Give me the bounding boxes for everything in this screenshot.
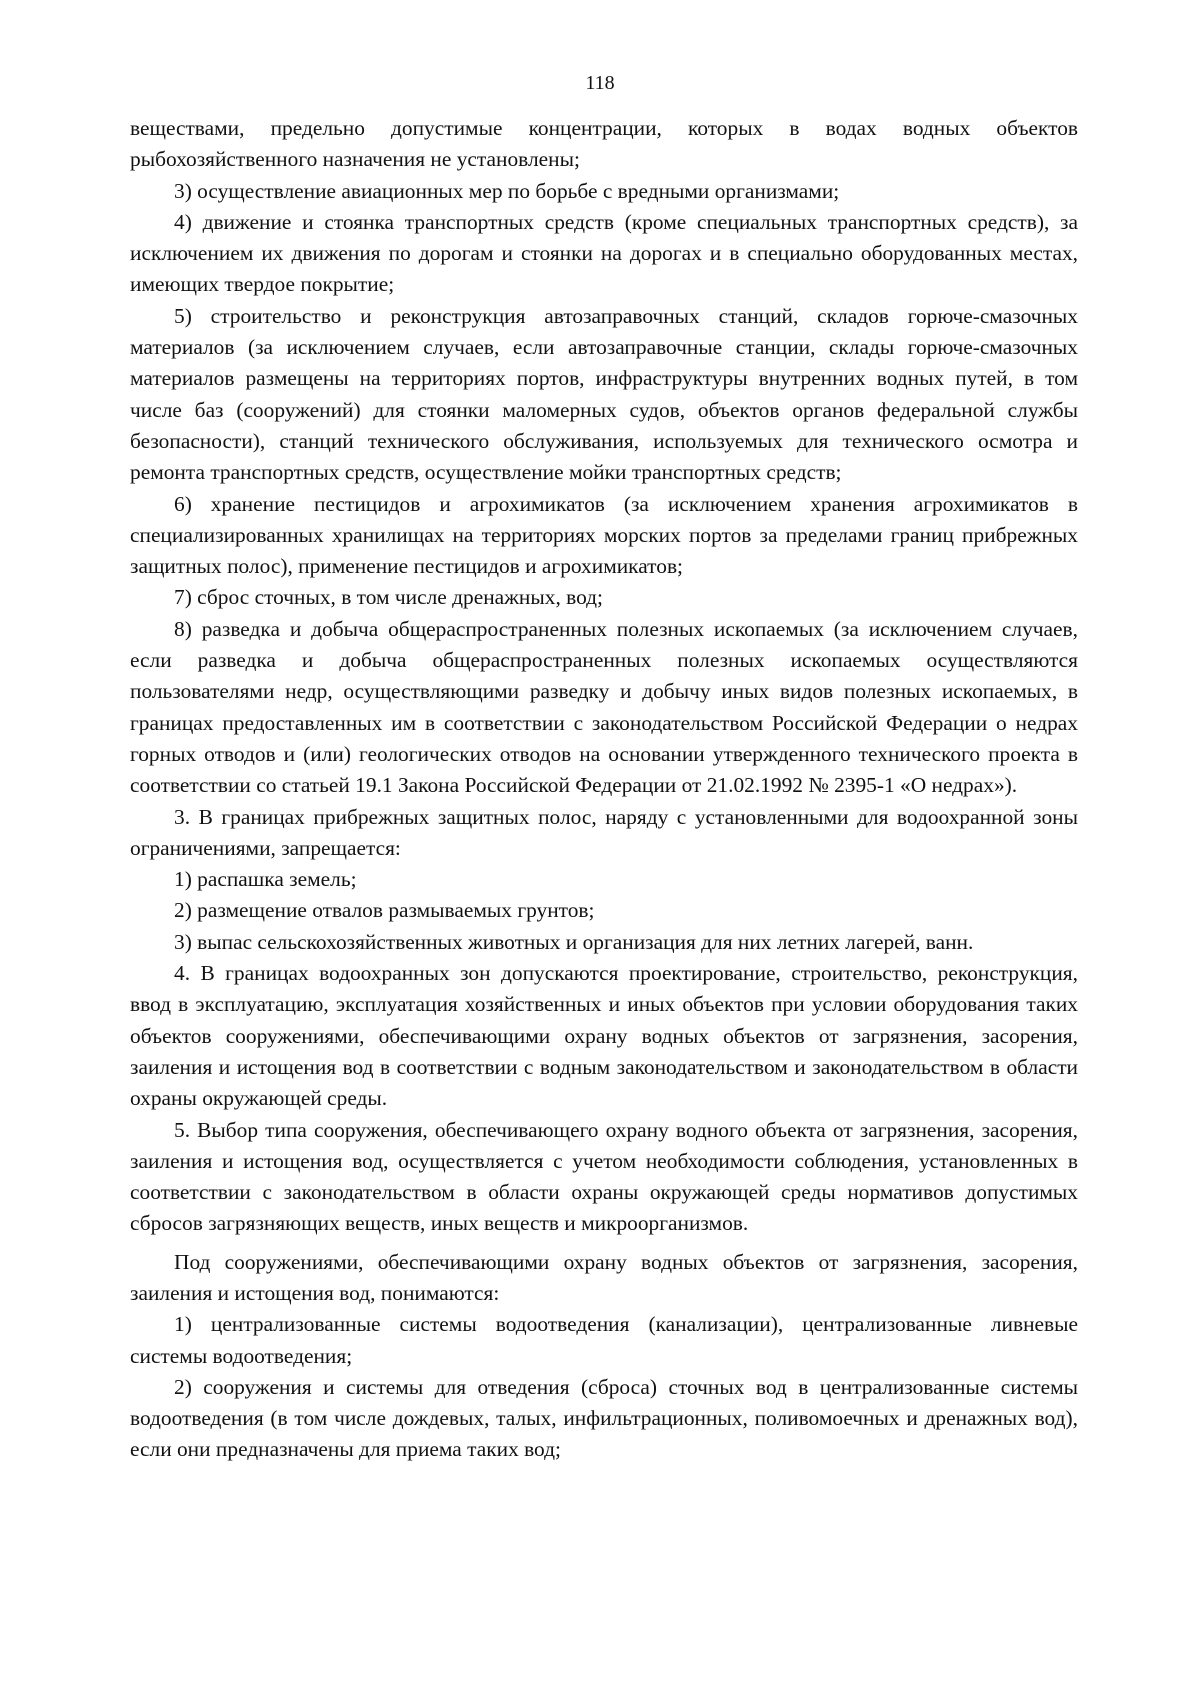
- paragraph-section-3-item-2: 2) размещение отвалов размываемых грунтов;: [174, 898, 595, 923]
- paragraph-item-7-wastewater: 7) сброс сточных, в том числе дренажных, вод;: [174, 585, 604, 610]
- paragraph-structures-item-2: 2) сооружения и системы для отведения (сброса) сточных вод в централизованные системы водоотведения (в том числе дождевых, талых, инфильтрационных, поливомоечных и дренажных вод), если они предназначены для приема таких вод;: [130, 1374, 1078, 1462]
- paragraph-item-3-aviation: 3) осуществление авиационных мер по борьбе с вредными организмами;: [174, 178, 840, 203]
- paragraph-section-5: 5. Выбор типа сооружения, обеспечивающего охрану водного объекта от загрязнения, засорения, заиления и истощения вод, осуществляется с учетом необходимости соблюдения, установленных в соответствии с законодательством в области охраны окружающей среды нормативов допустимых сбросов загрязняющих веществ, иных веществ и микроорганизмов.: [130, 1117, 1078, 1236]
- document-body: [130, 113, 1078, 1466]
- paragraph-section-3-item-3: 3) выпас сельскохозяйственных животных и организация для них летних лагерей, ванн.: [174, 929, 974, 954]
- paragraph-item-8-mining: 8) разведка и добыча общераспространенных полезных ископаемых (за исключением случаев, если разведка и добыча общераспространенных полезных ископаемых осуществляются пользователями недр, осуществляющими разведку и добычу иных видов полезных ископаемых, в границах предоставленных им в соответствии с законодательством Российской Федерации о недрах горных отводов и (или) геологических отводов на основании утвержденного технического проекта в соответствии со статьей 19.1 Закона Российской Федерации от 21.02.1992 № 2395-1 «О недрах»).: [130, 616, 1078, 798]
- paragraph-section-4: 4. В границах водоохранных зон допускаются проектирование, строительство, реконструкция, ввод в эксплуатацию, эксплуатация хозяйственных и иных объектов при условии оборудования таких объектов сооружениями, обеспечивающими охрану водных объектов от загрязнения, засорения, заиления и истощения вод в соответствии с водным законодательством и законодательством в области охраны окружающей среды.: [130, 961, 1078, 1111]
- paragraph-item-6-pesticides: 6) хранение пестицидов и агрохимикатов (за исключением хранения агрохимикатов в специализированных хранилищах на территориях морских портов за пределами границ прибрежных защитных полос), применение пестицидов и агрохимикатов;: [130, 491, 1078, 579]
- paragraph-section-3: 3. В границах прибрежных защитных полос, наряду с установленными для водоохранной зоны ограничениями, запрещается:: [130, 804, 1078, 860]
- paragraph-continuation: веществами, предельно допустимые концентрации, которых в водах водных объектов рыбохозяйственного назначения не установлены;: [130, 116, 1078, 172]
- paragraph-section-3-item-1: 1) распашка земель;: [174, 867, 357, 892]
- paragraph-item-4-vehicles: 4) движение и стоянка транспортных средств (кроме специальных транспортных средств), за исключением их движения по дорогам и стоянки на дорогах и в специально оборудованных местах, имеющих твердое покрытие;: [130, 209, 1078, 297]
- paragraph-item-5-gas-stations: 5) строительство и реконструкция автозаправочных станций, складов горюче-смазочных материалов (за исключением случаев, если автозаправочные станции, склады горюче-смазочных материалов размещены на территориях портов, инфраструктуры внутренних водных путей, в том числе баз (сооружений) для стоянки маломерных судов, объектов органов федеральной службы безопасности), станций технического обслуживания, используемых для технического осмотра и ремонта транспортных средств, осуществление мойки транспортных средств;: [130, 303, 1078, 485]
- paragraph-structures-item-1: 1) централизованные системы водоотведения (канализации), централизованные ливневые системы водоотведения;: [130, 1312, 1078, 1368]
- page-number: 118: [585, 72, 615, 94]
- paragraph-structures-definition: Под сооружениями, обеспечивающими охрану водных объектов от загрязнения, засорения, заиления и истощения вод, понимаются:: [130, 1249, 1078, 1305]
